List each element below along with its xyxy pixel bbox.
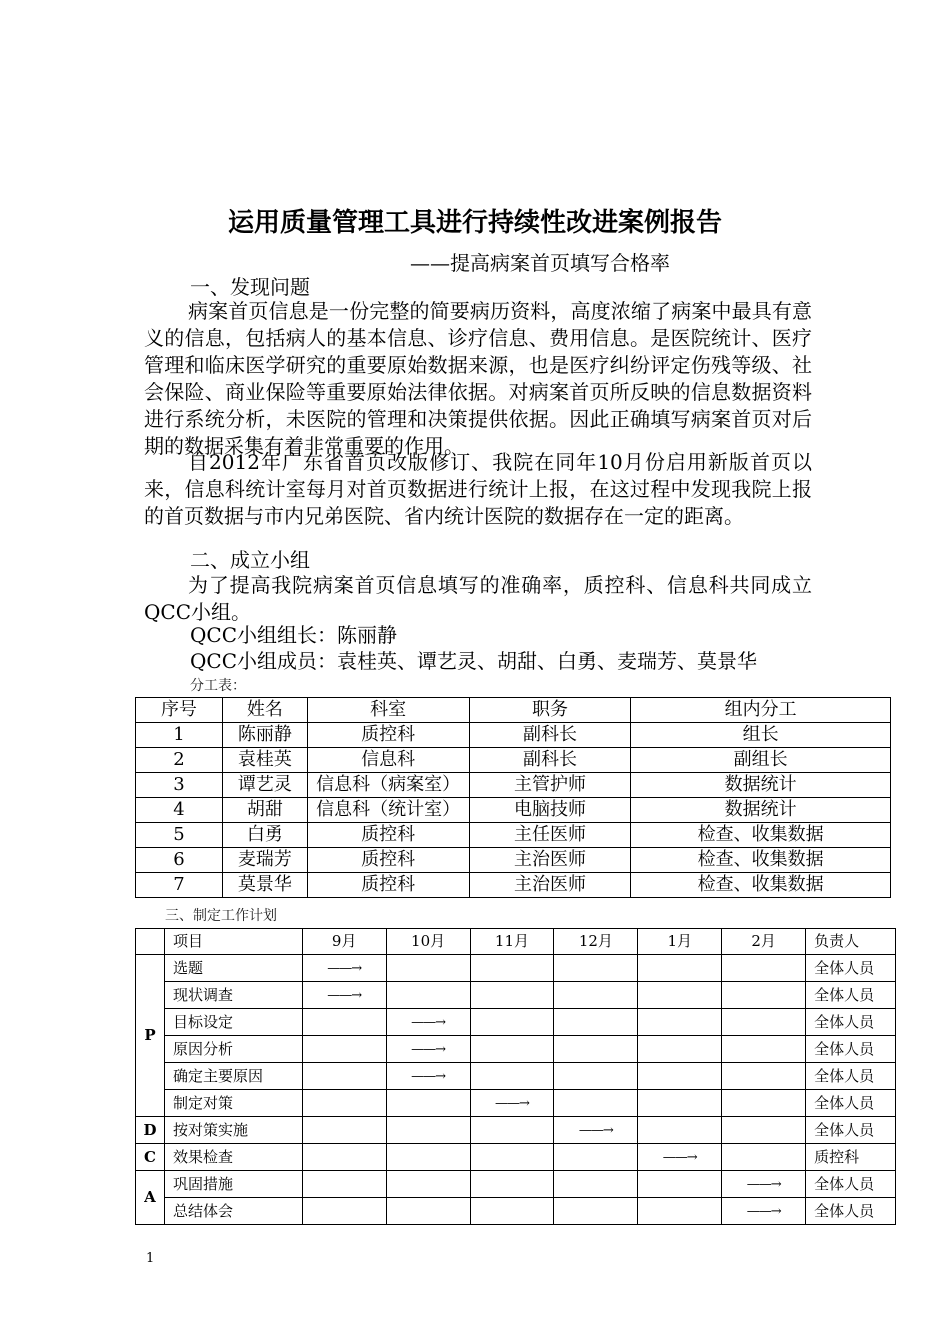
- plan-month-cell: [386, 1062, 470, 1089]
- team-table-row: [136, 773, 891, 798]
- section1-paragraph-2: 自2012年广东省首页改版修订、我院在同年10月份启用新版首页以来，信息科统计室每月对首页数据进行统计上报，在这过程中发现我院上报的首页数据与市内兄弟医院、省内统计医院的数据存在一定的距离。: [144, 450, 812, 528]
- team-table-cell: 信息科（统计室）: [307, 798, 469, 823]
- team-table-cell: 麦瑞芳: [222, 848, 307, 873]
- team-table-cell: 主管护师: [469, 773, 631, 798]
- plan-month-cell: [638, 981, 722, 1008]
- team-table-row: [136, 848, 891, 873]
- phase-header-cell: [136, 929, 165, 955]
- plan-month-cell: [302, 954, 386, 981]
- plan-month-cell: [722, 1089, 806, 1116]
- schedule-arrow-icon: ——→: [746, 1176, 781, 1192]
- plan-month-cell: [302, 1116, 386, 1143]
- plan-month-cell: [638, 954, 722, 981]
- plan-item: 确定主要原因: [164, 1062, 302, 1089]
- plan-month-cell: [386, 1170, 470, 1197]
- plan-owner: 全体人员: [806, 1116, 896, 1143]
- plan-item: 效果检查: [164, 1143, 302, 1170]
- plan-month-cell: [302, 1170, 386, 1197]
- plan-month-cell: [302, 1089, 386, 1116]
- team-table-cell: 5: [136, 823, 223, 848]
- plan-month-cell: [638, 1089, 722, 1116]
- team-table-cell: 信息科（病案室）: [307, 773, 469, 798]
- schedule-arrow-icon: ——→: [411, 1041, 446, 1057]
- header-cell: 负责人: [806, 929, 896, 955]
- schedule-arrow-icon: ——→: [746, 1203, 781, 1219]
- team-table-cell: 莫景华: [222, 873, 307, 898]
- team-table-cell: 电脑技师: [469, 798, 631, 823]
- plan-month-cell: [386, 1197, 470, 1224]
- plan-month-cell: [470, 1008, 554, 1035]
- team-table-cell: 1: [136, 723, 223, 748]
- team-table-cell: 主治医师: [469, 848, 631, 873]
- plan-table-row: [136, 1116, 896, 1143]
- plan-item: 总结体会: [164, 1197, 302, 1224]
- header-cell: 职务: [469, 698, 631, 723]
- team-table-cell: 副科长: [469, 723, 631, 748]
- plan-month-cell: [470, 1089, 554, 1116]
- plan-table-row: [136, 1170, 896, 1197]
- team-table-row: [136, 873, 891, 898]
- plan-month-cell: [470, 1170, 554, 1197]
- plan-owner: 全体人员: [806, 1035, 896, 1062]
- plan-month-cell: [386, 1143, 470, 1170]
- plan-table-header-row: [136, 929, 896, 955]
- team-table-row: [136, 748, 891, 773]
- plan-table-row: [136, 1197, 896, 1224]
- plan-item: 巩固措施: [164, 1170, 302, 1197]
- header-cell: 9月: [302, 929, 386, 955]
- plan-month-cell: [638, 1143, 722, 1170]
- plan-owner: 全体人员: [806, 981, 896, 1008]
- schedule-arrow-icon: ——→: [327, 987, 362, 1003]
- team-table-cell: 检查、收集数据: [631, 848, 891, 873]
- team-table-cell: 6: [136, 848, 223, 873]
- section2-heading: 二、成立小组: [190, 548, 310, 572]
- team-division-table: [135, 697, 891, 898]
- work-plan-table: [135, 928, 896, 1225]
- plan-month-cell: [302, 1143, 386, 1170]
- plan-month-cell: [554, 954, 638, 981]
- team-table-cell: 副组长: [631, 748, 891, 773]
- plan-table-row: [136, 1143, 896, 1170]
- team-table-cell: 质控科: [307, 823, 469, 848]
- plan-month-cell: [722, 1035, 806, 1062]
- plan-owner: 全体人员: [806, 954, 896, 981]
- plan-table-row: [136, 1089, 896, 1116]
- schedule-arrow-icon: ——→: [495, 1095, 529, 1111]
- header-cell: 科室: [307, 698, 469, 723]
- section3-heading: 三、制定工作计划: [165, 908, 277, 924]
- team-table-cell: 质控科: [307, 723, 469, 748]
- plan-month-cell: [638, 1062, 722, 1089]
- document-subtitle: ——提高病案首页填写合格率: [410, 251, 670, 275]
- section2-paragraph: 为了提高我院病案首页信息填写的准确率，质控科、信息科共同成立QCC小组。: [144, 573, 812, 624]
- plan-month-cell: [554, 1035, 638, 1062]
- plan-month-cell: [638, 1197, 722, 1224]
- team-table-cell: 检查、收集数据: [631, 873, 891, 898]
- team-table-cell: 4: [136, 798, 223, 823]
- team-table-cell: 副科长: [469, 748, 631, 773]
- plan-month-cell: [470, 981, 554, 1008]
- team-table-header-row: [136, 698, 891, 723]
- plan-month-cell: [470, 1116, 554, 1143]
- plan-owner: 全体人员: [806, 1008, 896, 1035]
- team-table-cell: 3: [136, 773, 223, 798]
- header-cell: 项目: [164, 929, 302, 955]
- plan-item: 制定对策: [164, 1089, 302, 1116]
- plan-month-cell: [638, 1035, 722, 1062]
- plan-month-cell: [386, 1116, 470, 1143]
- plan-month-cell: [302, 1035, 386, 1062]
- plan-month-cell: [302, 1062, 386, 1089]
- team-table-cell: 陈丽静: [222, 723, 307, 748]
- plan-owner: 全体人员: [806, 1197, 896, 1224]
- plan-month-cell: [638, 1170, 722, 1197]
- plan-month-cell: [470, 954, 554, 981]
- document-title: 运用质量管理工具进行持续性改进案例报告: [227, 208, 722, 238]
- team-table-cell: 数据统计: [631, 773, 891, 798]
- plan-owner: 全体人员: [806, 1089, 896, 1116]
- schedule-arrow-icon: ——→: [327, 960, 362, 976]
- plan-month-cell: [302, 1197, 386, 1224]
- plan-month-cell: [470, 1062, 554, 1089]
- header-cell: 姓名: [222, 698, 307, 723]
- plan-item: 目标设定: [164, 1008, 302, 1035]
- plan-table-row: [136, 1008, 896, 1035]
- qcc-members: QCC小组成员：袁桂英、谭艺灵、胡甜、白勇、麦瑞芳、莫景华: [190, 649, 758, 673]
- plan-table-row: [136, 981, 896, 1008]
- team-table-cell: 主任医师: [469, 823, 631, 848]
- plan-month-cell: [554, 981, 638, 1008]
- team-table-label: 分工表：: [190, 678, 246, 694]
- team-table-cell: 质控科: [307, 873, 469, 898]
- plan-month-cell: [638, 1008, 722, 1035]
- plan-month-cell: [554, 1197, 638, 1224]
- team-table-cell: 谭艺灵: [222, 773, 307, 798]
- plan-month-cell: [722, 981, 806, 1008]
- plan-month-cell: [554, 1116, 638, 1143]
- header-cell: 序号: [136, 698, 223, 723]
- plan-item: 现状调查: [164, 981, 302, 1008]
- team-table-cell: 质控科: [307, 848, 469, 873]
- plan-month-cell: [554, 1062, 638, 1089]
- plan-month-cell: [722, 1143, 806, 1170]
- team-table-cell: 胡甜: [222, 798, 307, 823]
- team-table-cell: 7: [136, 873, 223, 898]
- team-table-cell: 主治医师: [469, 873, 631, 898]
- team-table-row: [136, 798, 891, 823]
- plan-month-cell: [722, 1116, 806, 1143]
- plan-item: 按对策实施: [164, 1116, 302, 1143]
- schedule-arrow-icon: ——→: [578, 1122, 613, 1138]
- phase-label-c: C: [136, 1143, 165, 1170]
- plan-month-cell: [722, 1008, 806, 1035]
- team-table-cell: 袁桂英: [222, 748, 307, 773]
- plan-month-cell: [386, 1089, 470, 1116]
- plan-month-cell: [386, 1035, 470, 1062]
- schedule-arrow-icon: ——→: [411, 1068, 446, 1084]
- schedule-arrow-icon: ——→: [662, 1149, 697, 1165]
- plan-month-cell: [722, 1170, 806, 1197]
- plan-month-cell: [470, 1143, 554, 1170]
- team-table-cell: 组长: [631, 723, 891, 748]
- qcc-leader: QCC小组组长：陈丽静: [190, 623, 398, 647]
- team-table-cell: 信息科: [307, 748, 469, 773]
- team-table-cell: 检查、收集数据: [631, 823, 891, 848]
- section1-heading: 一、发现问题: [190, 275, 310, 299]
- plan-month-cell: [386, 1008, 470, 1035]
- plan-month-cell: [722, 1197, 806, 1224]
- phase-label-d: D: [136, 1116, 165, 1143]
- phase-label-a: A: [136, 1170, 165, 1224]
- plan-month-cell: [554, 1008, 638, 1035]
- plan-item: 原因分析: [164, 1035, 302, 1062]
- plan-month-cell: [554, 1089, 638, 1116]
- plan-month-cell: [302, 1008, 386, 1035]
- plan-month-cell: [470, 1035, 554, 1062]
- team-table-cell: 2: [136, 748, 223, 773]
- plan-owner: 全体人员: [806, 1062, 896, 1089]
- plan-month-cell: [302, 981, 386, 1008]
- header-cell: 组内分工: [631, 698, 891, 723]
- header-cell: 12月: [554, 929, 638, 955]
- plan-month-cell: [722, 954, 806, 981]
- page-number: 1: [146, 1251, 155, 1266]
- plan-table-row: [136, 1062, 896, 1089]
- plan-month-cell: [386, 954, 470, 981]
- team-table-cell: 数据统计: [631, 798, 891, 823]
- section1-paragraph-1: 病案首页信息是一份完整的简要病历资料，高度浓缩了病案中最具有意义的信息，包括病人的基本信息、诊疗信息、费用信息。是医院统计、医疗管理和临床医学研究的重要原始数据来源，也是医疗纠纷评定伤残等级、社会保险、商业保险等重要原始法律依据。对病案首页所反映的信息数据资料进行系统分析，未医院的管理和决策提供依据。因此正确填写病案首页对后期的数据采集有着非常重要的作用。: [144, 299, 812, 458]
- team-table-cell: 白勇: [222, 823, 307, 848]
- phase-label-p: P: [136, 954, 165, 1116]
- plan-table-row: [136, 954, 896, 981]
- plan-month-cell: [554, 1143, 638, 1170]
- header-cell: 1月: [638, 929, 722, 955]
- plan-month-cell: [722, 1062, 806, 1089]
- team-table-row: [136, 723, 891, 748]
- plan-month-cell: [470, 1197, 554, 1224]
- plan-month-cell: [638, 1116, 722, 1143]
- team-table-row: [136, 823, 891, 848]
- plan-owner: 质控科: [806, 1143, 896, 1170]
- plan-month-cell: [554, 1170, 638, 1197]
- plan-month-cell: [386, 981, 470, 1008]
- schedule-arrow-icon: ——→: [411, 1014, 446, 1030]
- header-cell: 10月: [386, 929, 470, 955]
- plan-table-row: [136, 1035, 896, 1062]
- plan-owner: 全体人员: [806, 1170, 896, 1197]
- header-cell: 11月: [470, 929, 554, 955]
- plan-item: 选题: [164, 954, 302, 981]
- header-cell: 2月: [722, 929, 806, 955]
